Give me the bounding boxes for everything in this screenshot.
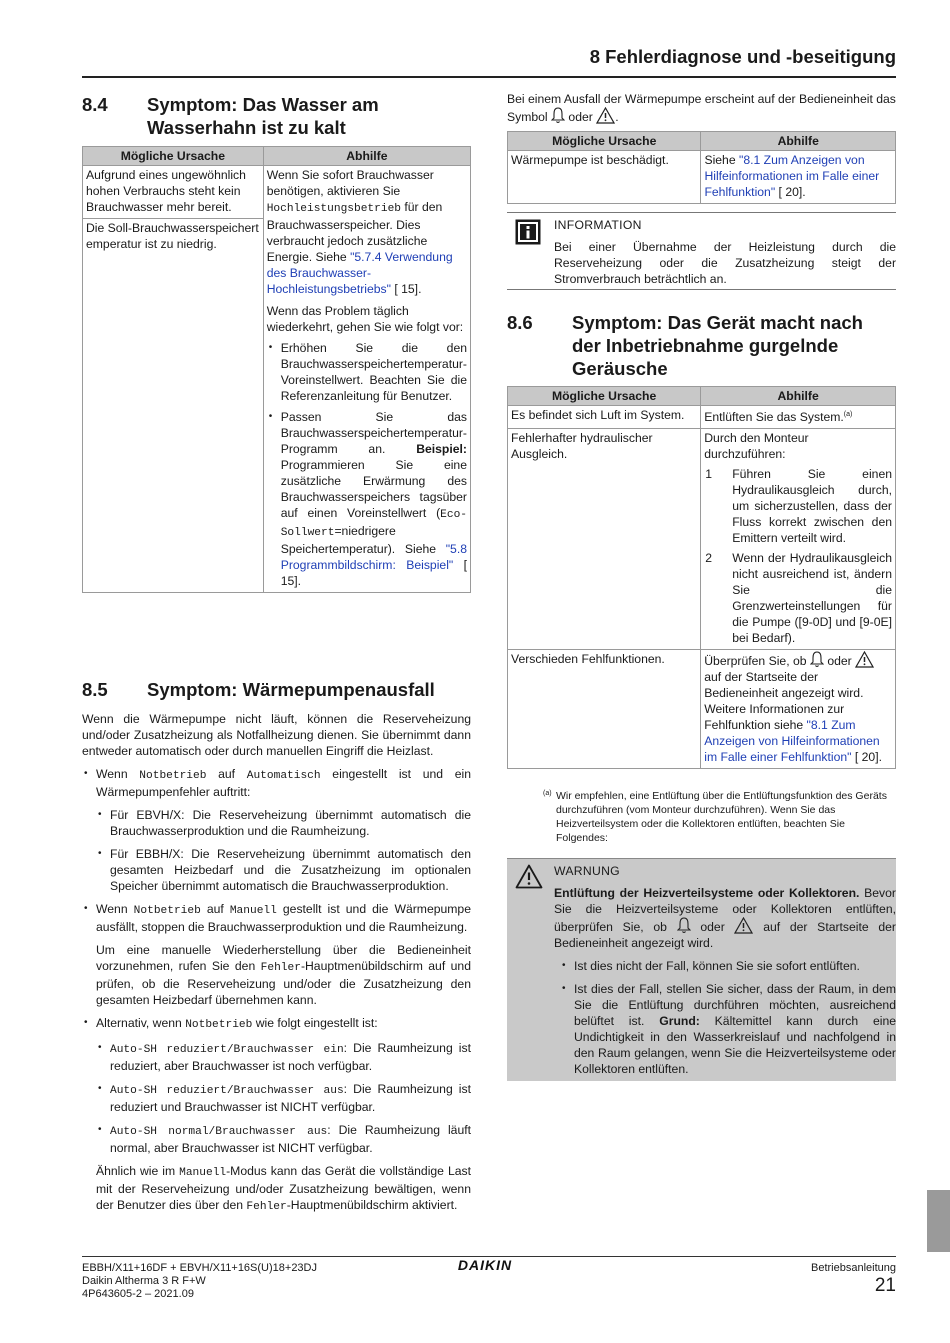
table-row (508, 429, 896, 650)
model-designation: EBBH/X11+16DF + EBVH/X11+16S(U)18+23DJ (82, 1262, 317, 1274)
sub-list-item: • Auto-SH reduziert/Brauchwasser ein: Die Raumheizung ist reduziert, aber Brauchwasser ist noch verfügbar. (96, 1040, 471, 1074)
section-title: Symptom: Das Gerät macht nach der Inbetriebnahme gurgelnde Geräusche (572, 312, 863, 379)
warning-triangle-icon (734, 917, 753, 934)
header-divider (82, 76, 896, 78)
section-8-5-heading (82, 678, 472, 702)
product-name: Daikin Altherma 3 R F+W (82, 1275, 206, 1287)
remedy-cell: Entlüften Sie das System.$^{(a)}$ (701, 406, 896, 429)
manual-type: Betriebsanleitung (810, 1262, 896, 1274)
sub-list-item: • Auto-SH reduziert/Brauchwasser aus: Die Raumheizung ist reduziert und Brauchwasser ist NICHT verfügbar. (96, 1081, 471, 1115)
cross-reference-link[interactable]: "5.8 Programmbildschirm: Beispiel" (280, 542, 467, 572)
warning-text: Entlüftung der Heizverteilsysteme oder Kollektoren. Bevor Sie die Heizverteilsysteme oder Kollektoren entlüften, überprüfen Sie, ob oder auf der Startseite der Bedieneinheit angezeigt wird. • Ist dies nicht der Fall, können Sie sie sofort entlüften. • Ist dies der Fall, stellen Sie sicher, dass der Raum, in dem Sie die Entlüftung durchführen möchten, ausreichend belüftet ist. Grund: Kältemittel kann durch eine Undichtigkeit in den Wasserkreislauf und nachfolgend in den Raum gelangen, wenn Sie die Heizverteilsysteme oder Kollektoren entlüften. (554, 885, 896, 1077)
sub-list-item: • Für EBVH/X: Die Reserveheizung übernimmt automatisch die Brauchwasserproduktion und die Raumheizung. (96, 807, 471, 839)
section-8-4-heading (82, 93, 472, 141)
information-box (507, 212, 896, 290)
remedy-cell: Durch den Monteur durchzuführen: 1 Führen Sie einen Hydraulikausgleich durch, um sicherzustellen, dass der Fluss korrekt zwischen den Emittern verteilt wird. 2 Wenn der Hydraulikausgleich nicht ausreichend ist, ändern Sie die Grenzwerteinstellungen für die Pumpe ([9-0D] und [9-0E] bei Bedarf). (701, 429, 896, 650)
bell-icon (551, 107, 565, 124)
intro-paragraph: Wenn die Wärmepumpe nicht läuft, können die Reserveheizung und/oder Zusatzheizung als Notfallheizung dienen. Sie übernimmt dann entweder automatisch oder durch manuellen Eingriff die Heizlast. (82, 712, 471, 758)
table-row (83, 166, 471, 219)
section-8-6-heading (507, 311, 896, 380)
warning-triangle-icon (596, 107, 615, 124)
table-row (508, 406, 896, 429)
remedy-cell: Überprüfen Sie, ob oder auf der Startseite der Bedieneinheit angezeigt wird. Weitere Informationen zur Fehlfunktion siehe "8.1 Zum Anzeigen von Hilfeinformationen im Falle einer Fehlfunktion" [ 20]. (701, 650, 896, 769)
table-8-6 (507, 386, 896, 769)
cause-cell: Es befindet sich Luft im System. (508, 406, 701, 429)
section-title: Symptom: Das Wasser am Wasserhahn ist zu kalt (147, 94, 379, 138)
table-row (508, 650, 896, 769)
table-footnote: (a) Wir empfehlen, eine Entlüftung über die Entlüftungsfunktion des Geräts durchzuführen (vom Monteur durchzuführen). Wenn Sie das Heizverteilsystem oder die Kollektoren entlüften, beachten Sie Folgendes: (543, 790, 887, 844)
failure-symbol-paragraph: Bei einem Ausfall der Wärmepumpe erscheint auf der Bedieneinheit das Symbol oder . (507, 92, 896, 124)
section-title: Symptom: Wärmepumpenausfall (147, 679, 435, 700)
information-heading: INFORMATION (554, 218, 642, 232)
remedy-cell: Wenn Sie sofort Brauchwasser benötigen, aktivieren Sie Hochleistungsbetrieb für den Brauchwasserspeicher. Dies verbraucht jedoch zusätzliche Energie. Siehe "5.7.4 Verwendung des Brauchwasser-Hochleistungsbetriebs" [ 15]. Wenn das Problem täglich wiederkehrt, gehen Sie wie folgt vor: • Erhöhen Sie die den Brauchwasserspeichertemperatur-Voreinstellwert. Beachten Sie die Referenzanleitung für Benutzer. • Passen Sie das Brauchwasserspeichertemperatur-Programm an. Beispiel: Programmieren Sie eine zusätzliche Erwärmung des Brauchwasserspeichers tagsüber auf einen Voreinstellwert (Eco-Sollwert=niedrigere Speichertemperatur). Siehe "5.8 Programmbildschirm: Beispiel" [ 15]. (263, 166, 470, 593)
column-header-cause: Mögliche Ursache (508, 387, 701, 406)
column-header-cause: Mögliche Ursache (83, 147, 264, 166)
list-item: • Alternativ, wenn Notbetrieb wie folgt eingestellt ist: • Auto-SH reduziert/Brauchwasser ein: Die Raumheizung ist reduziert, aber Brauchwasser ist noch verfügbar. • Auto-SH reduziert/Brauchwasser aus: Die Raumheizung ist reduziert und Brauchwasser ist NICHT verfügbar. • Auto-SH normal/Brauchwasser aus: Die Raumheizung läuft normal, aber Brauchwasser ist NICHT verfügbar. Ähnlich wie im Manuell-Modus kann das Gerät die vollständige Last mit der Reserveheizung und/oder Zusatzheizung bewältigen, wenn der Benutzer dies über den Fehler-Hauptmenübildschirm aktiviert. (82, 1015, 471, 1215)
numbered-step: 1 Führen Sie einen Hydraulikausgleich durch, um sicherzustellen, dass der Fluss korrekt zwischen den Emittern verteilt wird. (705, 467, 892, 546)
section-number: 8.6 (507, 312, 533, 333)
cause-cell: Fehlerhafter hydraulischer Ausgleich. (508, 429, 701, 650)
warning-triangle-icon (855, 651, 874, 668)
cross-reference-link[interactable]: "5.7.4 Verwendung des Brauchwasser-Hochleistungsbetriebs" (266, 250, 453, 296)
list-item: • Ist dies nicht der Fall, können Sie sie sofort entlüften. (560, 958, 896, 974)
sub-list-item: • Auto-SH normal/Brauchwasser aus: Die Raumheizung läuft normal, aber Brauchwasser ist NICHT verfügbar. (96, 1122, 471, 1156)
footer-document-info (82, 1262, 317, 1301)
section-8-5-body (82, 711, 471, 1215)
table-row (508, 151, 896, 204)
cross-reference-link[interactable]: "8.1 Zum Anzeigen von Hilfeinformationen im Falle einer Fehlfunktion" (704, 153, 880, 199)
list-item: • Wenn Notbetrieb auf Automatisch eingestellt ist und ein Wärmepumpenfehler auftritt: • Für EBVH/X: Die Reserveheizung übernimmt automatisch die Brauchwasserproduktion und die Raumheizung. • Für EBBH/X: Die Reserveheizung übernimmt automatisch den gesamten Heizbedarf und die Zusatzheizung im optionalen Speicher übernimmt automatisch die Brauchwasserproduktion. (82, 766, 471, 894)
chapter-side-tab (927, 1190, 950, 1252)
numbered-step: 2 Wenn der Hydraulikausgleich nicht ausreichend ist, ändern Sie die Grenzwerteinstellungen für die Pumpe ([9-0D] und [9-0E] bei Bedarf). (705, 551, 892, 646)
chapter-title: 8 Fehlerdiagnose und -beseitigung (589, 46, 896, 67)
column-header-remedy: Abhilfe (263, 147, 470, 166)
list-item: • Wenn Notbetrieb auf Manuell gestellt ist und die Wärmepumpe ausfällt, stoppen die Brauchwasserproduktion und die Raumheizung. Um eine manuelle Wiederherstellung über die Bedieneinheit vorzunehmen, rufen Sie den Fehler-Hauptmenübildschirm auf und prüfen, ob die Reserveheizung und/oder die Zusatzheizung den gesamten Heizbedarf übernehmen kann. (82, 901, 471, 1008)
warning-heading: WARNUNG (554, 864, 620, 878)
column-header-remedy: Abhilfe (701, 132, 896, 151)
cause-cell: Wärmepumpe ist beschädigt. (508, 151, 701, 204)
cause-cell: Aufgrund eines ungewöhnlich hohen Verbrauchs steht kein Brauchwasser mehr bereit. (83, 166, 264, 219)
section-number: 8.4 (82, 94, 108, 115)
list-item: • Ist dies der Fall, stellen Sie sicher, dass der Raum, in dem Sie die Entlüftung durchführen möchten, ausreichend belüftet ist. Grund: Kältemittel kann durch eine Undichtigkeit in den Wasserkreislauf und nachfolgend in den Raum gelangen, wenn Sie die Heizverteilsysteme oder Kollektoren entlüften. (560, 981, 896, 1077)
information-text: Bei einer Übernahme der Heizleistung durch die Reserveheizung oder die Zusatzheizung steigt der Stromverbrauch beträchtlich an. (554, 240, 896, 286)
warning-box (507, 858, 896, 1081)
table-8-5 (507, 131, 896, 204)
bell-icon (677, 917, 691, 934)
cause-cell: Verschieden Fehlfunktionen. (508, 650, 701, 769)
daikin-logo: DAIKIN (457, 1257, 513, 1273)
cross-reference-link[interactable]: "8.1 Zum Anzeigen von Hilfeinformationen im Falle einer Fehlfunktion" (704, 718, 880, 765)
column-header-remedy: Abhilfe (701, 387, 896, 406)
bell-icon (810, 651, 824, 668)
list-item: • Passen Sie das Brauchwasserspeichertemperatur-Programm an. Beispiel: Programmieren Sie eine zusätzliche Erwärmung des Brauchwasserspeichers tagsüber auf einen Voreinstellwert (Eco-Sollwert=niedrigere Speichertemperatur). Siehe "5.8 Programmbildschirm: Beispiel" [ 15]. (267, 409, 467, 589)
section-number: 8.5 (82, 679, 108, 700)
cause-cell: Die Soll-Brauchwasserspeichertemperatur ist zu niedrig. (83, 219, 264, 593)
remedy-cell: Siehe "8.1 Zum Anzeigen von Hilfeinformationen im Falle einer Fehlfunktion" [ 20]. (701, 151, 896, 204)
information-icon (515, 219, 541, 245)
document-number: 4P643605-2 – 2021.09 (82, 1288, 194, 1300)
column-header-cause: Mögliche Ursache (508, 132, 701, 151)
list-item: • Erhöhen Sie die den Brauchwasserspeichertemperatur-Voreinstellwert. Beachten Sie die Referenzanleitung für Benutzer. (267, 340, 467, 404)
sub-list-item: • Für EBBH/X: Die Reserveheizung übernimmt automatisch den gesamten Heizbedarf und die Zusatzheizung im optionalen Speicher übernimmt automatisch die Brauchwasserproduktion. (96, 846, 471, 894)
table-8-4 (82, 146, 471, 593)
warning-triangle-icon (515, 864, 543, 889)
page-number: 21 (874, 1275, 896, 1296)
